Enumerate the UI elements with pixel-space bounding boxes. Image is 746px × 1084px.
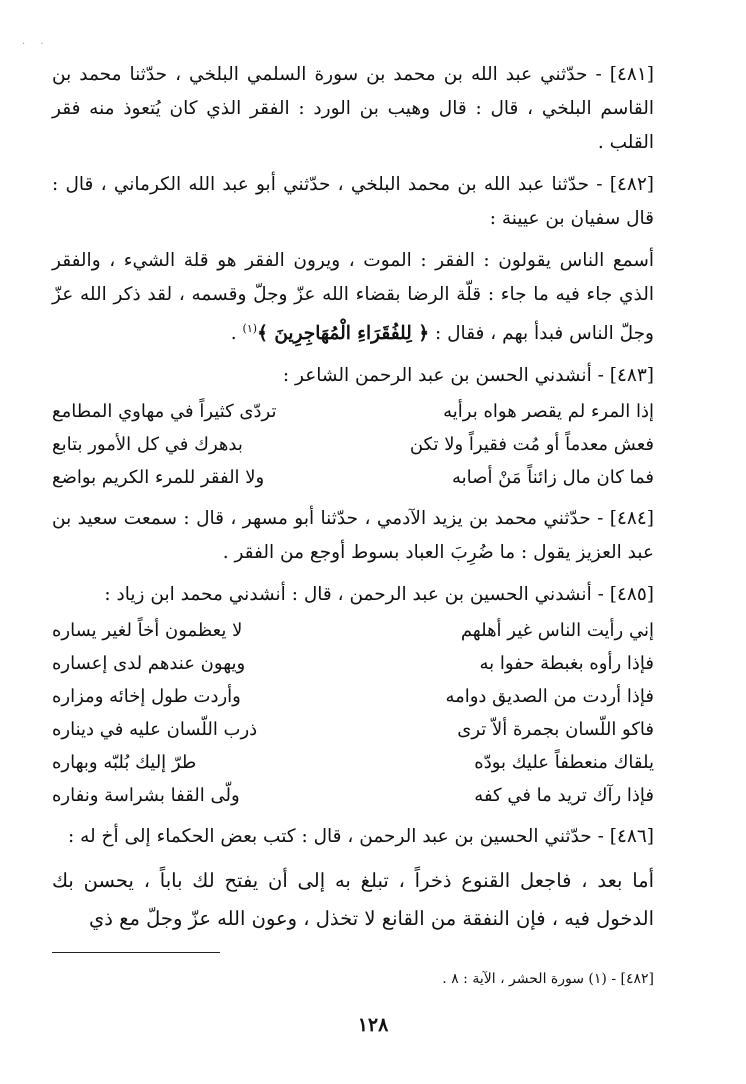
entry-482	[52, 168, 654, 236]
entry-text: حدّثني الحسين بن عبد الرحمن ، قال : كتب بعض الحكماء إلى أخ له :	[67, 826, 592, 848]
entry-483	[52, 359, 654, 393]
verse-hemistich-1: يلقاك منعطفاً عليك بودّه	[474, 752, 654, 774]
verse-hemistich-2: لا يعظمون أخاً لغير يساره	[52, 620, 243, 642]
verse-hemistich-2: بدهرك في كل الأمور بتابع	[52, 434, 243, 456]
entry-486-letter	[52, 862, 654, 938]
verse-line	[52, 746, 654, 779]
entry-text: أنشدني الحسين بن عبد الرحمن ، قال : أنشدني محمد ابن زياد :	[104, 584, 592, 606]
quote-end: .	[230, 323, 243, 345]
verse-hemistich-1: فإذا رأوه بغبطة حفوا به	[479, 653, 654, 675]
entry-484	[52, 502, 654, 570]
verse-line	[52, 461, 654, 494]
verse-line	[52, 428, 654, 461]
entry-text: حدّثني عبد الله بن محمد بن سورة السلمي البلخي ، حدّثنا محمد بن القاسم البلخي ، قال : قال وهيب بن الورد : الفقر الذي كان يُتعوذ منه فقر القلب .	[52, 64, 654, 153]
entry-482-quote	[52, 244, 654, 351]
verse-hemistich-2: ولا الفقر للمرء الكريم بواضع	[52, 467, 265, 489]
quran-verse: ﴿ لِلفُقَرَاءِ الْمُهَاجِرِينَ ﴾	[257, 323, 430, 345]
verse-hemistich-2: ولّى القفا بشراسة ونفاره	[52, 785, 240, 807]
entry-486	[52, 820, 654, 854]
verse-hemistich-1: فإذا رآك تريد ما في كفه	[474, 785, 654, 807]
verse-line	[52, 647, 654, 680]
page-number: ١٢٨	[357, 1014, 389, 1036]
margin-dots: . .	[22, 36, 50, 47]
verse-line	[52, 680, 654, 713]
entry-number: [٤٨٦] -	[597, 826, 654, 848]
verse-hemistich-2: وأردت طول إخائه ومزاره	[52, 686, 241, 708]
quote-text: أسمع الناس يقولون : الفقر : الموت ، ويرون الفقر هو قلة الشيء ، والفقر الذي جاء فيه ما جاء : قلّة الرضا بقضاء الله عزّ وجلّ وقسمه ، لقد ذكر الله عزّ وجلّ الناس فبدأ بهم ، فقال :	[52, 250, 654, 345]
entry-485	[52, 578, 654, 612]
entry-number: [٤٨٢] -	[596, 174, 654, 195]
verse-hemistich-2: طرّ إليك بُلبّه وبهاره	[52, 752, 197, 774]
letter-text: أما بعد ، فاجعل القنوع ذخراً ، تبلغ به إلى أن يفتح لك باباً ، يحسن بك الدخول فيه ، فإن النفقة من القانع لا تخذل ، وعون الله عزّ وجلّ مع ذي	[52, 869, 654, 931]
verse-hemistich-1: فما كان مال زائناً مَنْ أصابه	[452, 467, 654, 489]
verse-hemistich-1: فاكو اللّسان بجمرة ألاّ ترى	[457, 719, 654, 741]
entry-text: حدّثنا عبد الله بن محمد البلخي ، حدّثني أبو عبد الله الكرماني ، قال : قال سفيان بن عيينة :	[52, 174, 654, 229]
verse-line	[52, 614, 654, 647]
verse-hemistich-2: ويهون عندهم لدى إعساره	[52, 653, 246, 675]
footnote: [٤٨٢] - (١) سورة الحشر ، الآية : ٨ .	[442, 971, 654, 987]
entry-text: أنشدني الحسن بن عبد الرحمن الشاعر :	[282, 365, 592, 387]
entry-481	[52, 58, 654, 160]
entry-number: [٤٨٤] -	[597, 508, 654, 530]
verse-hemistich-1: فإذا أردت من الصديق دوامه	[445, 686, 654, 708]
verse-hemistich-2: ذرب اللّسان عليه في ديناره	[52, 719, 258, 741]
verse-line	[52, 779, 654, 812]
verse-hemistich-1: فعش معدماً أو مُت فقيراً ولا تكن	[409, 434, 654, 456]
poem-485	[52, 614, 654, 812]
verse-hemistich-1: إني رأيت الناس غير أهلهم	[460, 620, 654, 642]
verse-line	[52, 395, 654, 428]
verse-hemistich-1: إذا المرء لم يقصر هواه برأيه	[443, 401, 654, 423]
entry-number: [٤٨٥] -	[597, 584, 654, 606]
footnote-divider	[52, 952, 220, 953]
poem-483	[52, 395, 654, 494]
entry-text: حدّثني محمد بن يزيد الآدمي ، حدّثنا أبو مسهر ، قال : سمعت سعيد بن عبد العزيز يقول : ما ضُرِبَ العباد بسوط أوجع من الفقر .	[52, 508, 654, 564]
footnote-mark: (١)	[242, 322, 258, 335]
page-body	[52, 58, 654, 946]
verse-line	[52, 713, 654, 746]
verse-hemistich-2: تردّى كثيراً في مهاوي المطامع	[52, 401, 277, 423]
entry-number: [٤٨٣] -	[597, 365, 654, 387]
entry-number: [٤٨١] -	[595, 64, 654, 85]
